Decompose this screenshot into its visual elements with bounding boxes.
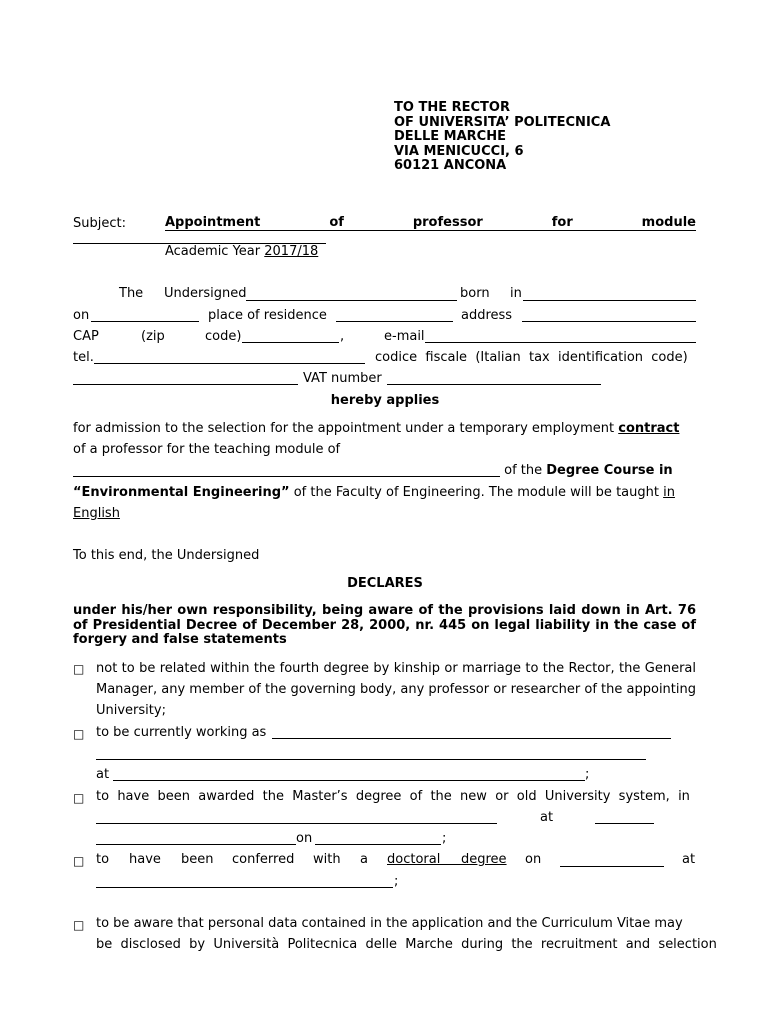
- in-label: in: [510, 286, 522, 301]
- env-eng-label: “Environmental Engineering”: [73, 485, 290, 500]
- doctoral-word: to: [96, 852, 110, 867]
- kinship-text: not to be related within the fourth degree by kinship or marriage to the Rector, the General Manager, any member of the governing body, any professor or researcher of the appointing University;: [96, 661, 696, 718]
- email-label: e-mail: [384, 329, 425, 344]
- hereby-applies-heading: hereby applies: [330, 393, 440, 408]
- address-blank[interactable]: [522, 321, 696, 322]
- checkbox-doctoral[interactable]: □: [73, 854, 85, 868]
- masters-subject-blank[interactable]: [96, 823, 497, 824]
- doctoral-on-label: on: [525, 852, 542, 867]
- semicolon: ;: [394, 874, 399, 889]
- at-label: at: [96, 767, 110, 782]
- personal-data-text-2: be disclosed by Università Politecnica delle Marche during the recruitment and selection: [96, 937, 717, 952]
- checkbox-working-as[interactable]: □: [73, 727, 85, 741]
- module-taught-text: of the Faculty of Engineering. The module will be taught: [289, 485, 664, 500]
- employer-blank[interactable]: [113, 780, 585, 781]
- personal-data-text: to be aware that personal data contained in the application and the Curriculum Vitae may: [96, 916, 683, 931]
- recipient-address: [394, 101, 610, 174]
- recipient-line: OF UNIVERSITA’ POLITECNICA: [394, 114, 611, 130]
- masters-text: to have been awarded the Master’s degree of the new or old University system, in: [96, 789, 690, 804]
- undersigned-label: Undersigned: [164, 286, 247, 301]
- of-the-text: of the: [500, 463, 547, 478]
- subject-label: Subject:: [73, 216, 126, 231]
- checkbox-masters[interactable]: □: [73, 791, 85, 805]
- subject-title: [165, 216, 696, 231]
- tax-code-blank[interactable]: [73, 384, 298, 385]
- tel-label: tel.: [73, 350, 94, 365]
- vat-blank[interactable]: [387, 384, 601, 385]
- subject-word: for: [551, 215, 573, 230]
- checkbox-kinship[interactable]: □: [73, 662, 85, 676]
- subject-word: of: [329, 215, 344, 230]
- doctoral-degree-label: doctoral degree: [387, 852, 507, 867]
- degree-course-text: [500, 463, 673, 478]
- name-blank[interactable]: [246, 300, 457, 301]
- to-this-end-text: To this end, the Undersigned: [73, 548, 260, 563]
- doctoral-date-blank[interactable]: [560, 866, 664, 867]
- code-label: code): [205, 329, 242, 344]
- on-label: on: [73, 308, 90, 323]
- comma: ,: [340, 329, 345, 344]
- recipient-line: TO THE RECTOR: [394, 100, 510, 115]
- birthplace-blank[interactable]: [523, 300, 696, 301]
- degree-course-label: Degree Course in: [546, 463, 673, 478]
- doctoral-at-label: at: [682, 852, 696, 867]
- vat-label: VAT number: [303, 371, 382, 386]
- email-blank[interactable]: [425, 342, 696, 343]
- residence-label: place of residence: [208, 308, 327, 323]
- subject-word: module: [641, 215, 696, 230]
- checkbox-personal-data[interactable]: □: [73, 918, 85, 932]
- masters-university-blank[interactable]: [595, 823, 654, 824]
- academic-year-value: 2017/18: [264, 244, 319, 259]
- teaching-module-blank[interactable]: [73, 476, 500, 477]
- doctoral-word: have: [129, 852, 161, 867]
- the-label: The: [119, 286, 144, 301]
- admission-text: [73, 421, 679, 436]
- cap-label: CAP: [73, 329, 99, 344]
- job-blank-2[interactable]: [96, 759, 646, 760]
- recipient-line: 60121 ANCONA: [394, 158, 507, 173]
- born-label: born: [460, 286, 490, 301]
- doctoral-word: with: [313, 852, 341, 867]
- tel-blank[interactable]: [94, 363, 365, 364]
- teaching-module-text: of a professor for the teaching module of: [73, 442, 341, 457]
- english-word: English: [73, 506, 120, 521]
- birthdate-blank[interactable]: [91, 321, 199, 322]
- doctoral-word: been: [181, 852, 214, 867]
- in-english-part: in: [663, 485, 675, 500]
- doctoral-word: a: [360, 852, 368, 867]
- masters-on-label: on: [296, 831, 313, 846]
- working-as-text: to be currently working as: [96, 725, 267, 740]
- recipient-line: VIA MENICUCCI, 6: [394, 143, 524, 159]
- semicolon: ;: [585, 767, 590, 782]
- doctoral-university-blank[interactable]: [96, 887, 393, 888]
- responsibility-text: under his/her own responsibility, being aware of the provisions laid down in Art. 76 of Presidential Decree of December 28, 2000, nr. 445 on legal liability in the case of forgery and false statements: [73, 603, 696, 647]
- academic-year-label: Academic Year: [165, 244, 265, 259]
- address-label: address: [461, 308, 513, 323]
- masters-university-blank-2[interactable]: [96, 844, 296, 845]
- masters-date-blank[interactable]: [315, 844, 441, 845]
- cap-blank[interactable]: [242, 342, 339, 343]
- job-blank[interactable]: [272, 738, 671, 739]
- recipient-line: DELLE MARCHE: [394, 129, 506, 144]
- semicolon: ;: [442, 831, 447, 846]
- codice-fiscale-label: codice fiscale (Italian tax identification code): [375, 350, 688, 365]
- environmental-text: [73, 485, 675, 500]
- zip-label: (zip: [141, 329, 165, 344]
- declares-heading: DECLARES: [347, 576, 423, 591]
- subject-word: Appointment: [165, 215, 261, 230]
- academic-year: [165, 244, 318, 259]
- subject-word: professor: [412, 215, 483, 230]
- doctoral-word: conferred: [232, 852, 295, 867]
- contract-word: contract: [618, 421, 680, 436]
- masters-at-label: at: [540, 810, 554, 825]
- residence-blank[interactable]: [336, 321, 453, 322]
- admission-text-part: for admission to the selection for the appointment under a temporary employment: [73, 421, 619, 436]
